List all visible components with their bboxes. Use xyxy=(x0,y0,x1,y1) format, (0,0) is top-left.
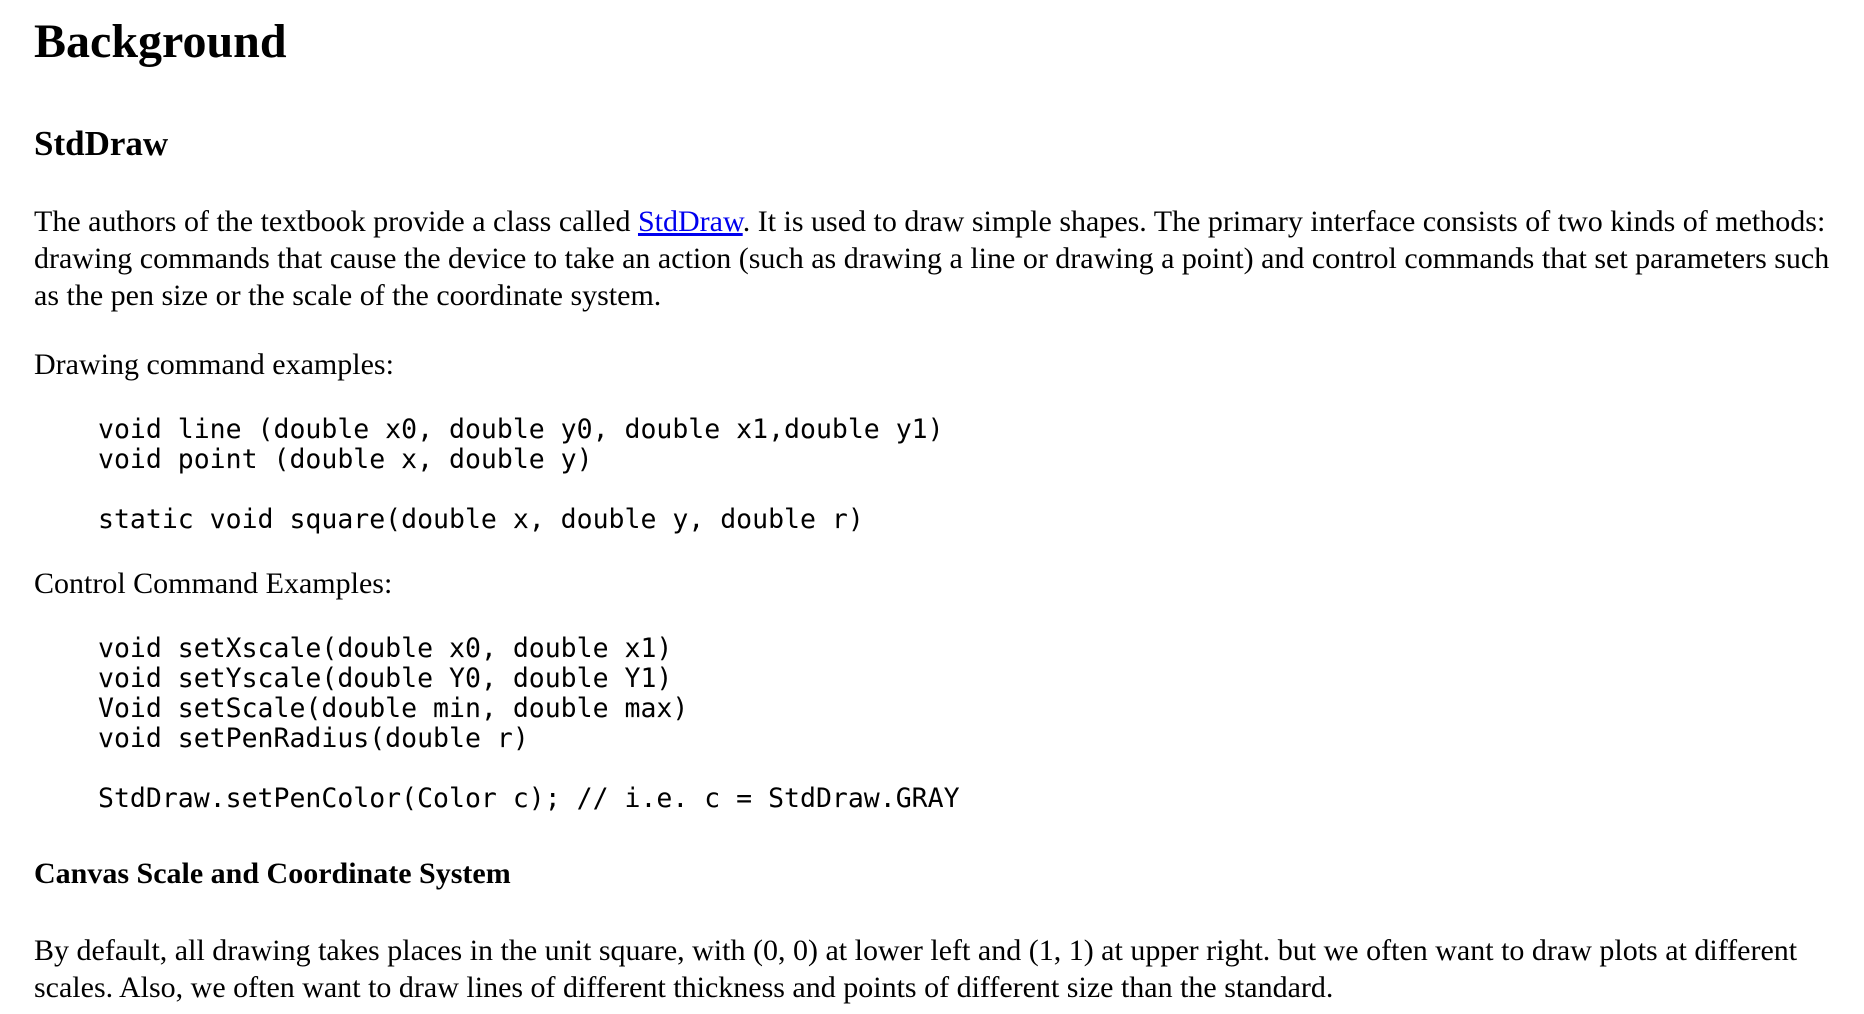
code-line: void setYscale(double Y0, double Y1) xyxy=(98,663,673,694)
page-heading: Background xyxy=(34,15,287,68)
intro-text-end: . It is used to draw simple shapes. The primary interface consists of two kinds of methods: drawing commands that cause the device to take an action (such as drawing a line or drawing a point) and control commands that set parameters such as the pen size or the scale of the coordinate system. xyxy=(34,205,1830,312)
control-code-block xyxy=(98,634,1834,754)
drawing-code-extra xyxy=(98,505,1834,535)
code-line: static void square(double x, double y, double r) xyxy=(98,504,864,535)
control-commands-label: Control Command Examples: xyxy=(34,567,393,600)
section-title-stddraw: StdDraw xyxy=(34,124,169,163)
code-line: void setPenRadius(double r) xyxy=(98,723,529,754)
document-page xyxy=(34,0,1834,1006)
code-line: void setXscale(double x0, double x1) xyxy=(98,633,673,664)
code-line: void point (double x, double y) xyxy=(98,444,593,475)
section-title-canvas-scale: Canvas Scale and Coordinate System xyxy=(34,857,511,890)
drawing-commands-label: Drawing command examples: xyxy=(34,348,394,381)
coordinate-system-paragraph: By default, all drawing takes places in the unit square, with (0, 0) at lower left and (1, 1) at upper right. but we often want to draw plots at different scales. Also, we often want to draw lines of different thickness and points of different size than the standard. xyxy=(34,934,1798,1004)
code-line: Void setScale(double min, double max) xyxy=(98,693,689,724)
code-line: void line (double x0, double y0, double x1,double y1) xyxy=(98,414,944,445)
stddraw-link[interactable]: StdDraw xyxy=(637,205,743,238)
control-code-extra xyxy=(98,784,1834,814)
intro-paragraph xyxy=(34,203,1834,314)
intro-text-start: The authors of the textbook provide a class called xyxy=(34,205,638,238)
code-line: StdDraw.setPenColor(Color c); // i.e. c = StdDraw.GRAY xyxy=(98,783,960,814)
drawing-code-block xyxy=(98,415,1834,475)
